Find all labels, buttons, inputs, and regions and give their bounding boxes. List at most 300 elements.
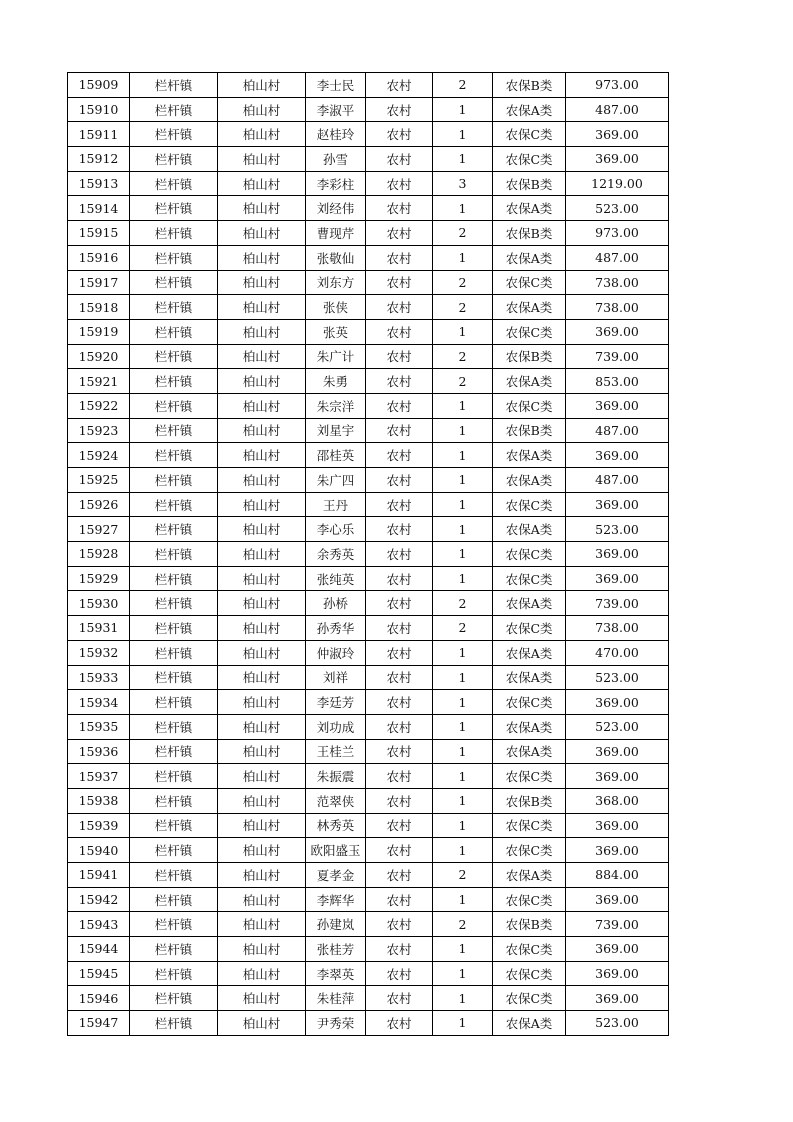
insurance-category-cell: 农保A类 bbox=[493, 369, 566, 394]
person-count-cell: 1 bbox=[433, 418, 493, 443]
table-row bbox=[68, 591, 669, 616]
table-row bbox=[68, 270, 669, 295]
insurance-category-cell: 农保A类 bbox=[493, 640, 566, 665]
name-cell: 孙建岚 bbox=[306, 912, 366, 937]
record-id-cell: 15935 bbox=[68, 714, 130, 739]
record-id-cell: 15940 bbox=[68, 838, 130, 863]
village-cell: 柏山村 bbox=[218, 73, 306, 98]
record-id-cell: 15937 bbox=[68, 764, 130, 789]
record-id-cell: 15912 bbox=[68, 147, 130, 172]
table-row bbox=[68, 492, 669, 517]
table-row bbox=[68, 97, 669, 122]
record-id-cell: 15931 bbox=[68, 616, 130, 641]
person-count-cell: 1 bbox=[433, 764, 493, 789]
household-type-cell: 农村 bbox=[366, 122, 433, 147]
name-cell: 朱振震 bbox=[306, 764, 366, 789]
household-type-cell: 农村 bbox=[366, 468, 433, 493]
household-type-cell: 农村 bbox=[366, 665, 433, 690]
amount-cell: 369.00 bbox=[566, 492, 669, 517]
town-cell: 栏杆镇 bbox=[130, 492, 218, 517]
household-type-cell: 农村 bbox=[366, 196, 433, 221]
table-row bbox=[68, 147, 669, 172]
household-type-cell: 农村 bbox=[366, 517, 433, 542]
town-cell: 栏杆镇 bbox=[130, 739, 218, 764]
amount-cell: 738.00 bbox=[566, 295, 669, 320]
insurance-category-cell: 农保B类 bbox=[493, 788, 566, 813]
amount-cell: 523.00 bbox=[566, 714, 669, 739]
town-cell: 栏杆镇 bbox=[130, 443, 218, 468]
record-id-cell: 15915 bbox=[68, 221, 130, 246]
record-id-cell: 15918 bbox=[68, 295, 130, 320]
household-type-cell: 农村 bbox=[366, 887, 433, 912]
household-type-cell: 农村 bbox=[366, 961, 433, 986]
town-cell: 栏杆镇 bbox=[130, 122, 218, 147]
household-type-cell: 农村 bbox=[366, 788, 433, 813]
town-cell: 栏杆镇 bbox=[130, 393, 218, 418]
amount-cell: 487.00 bbox=[566, 245, 669, 270]
amount-cell: 369.00 bbox=[566, 961, 669, 986]
household-type-cell: 农村 bbox=[366, 566, 433, 591]
village-cell: 柏山村 bbox=[218, 245, 306, 270]
amount-cell: 973.00 bbox=[566, 73, 669, 98]
name-cell: 刘祥 bbox=[306, 665, 366, 690]
insurance-category-cell: 农保C类 bbox=[493, 616, 566, 641]
household-type-cell: 农村 bbox=[366, 937, 433, 962]
person-count-cell: 2 bbox=[433, 591, 493, 616]
name-cell: 刘功成 bbox=[306, 714, 366, 739]
table-row bbox=[68, 542, 669, 567]
village-cell: 柏山村 bbox=[218, 764, 306, 789]
name-cell: 李辉华 bbox=[306, 887, 366, 912]
record-id-cell: 15928 bbox=[68, 542, 130, 567]
village-cell: 柏山村 bbox=[218, 591, 306, 616]
household-type-cell: 农村 bbox=[366, 492, 433, 517]
table-row bbox=[68, 912, 669, 937]
amount-cell: 369.00 bbox=[566, 813, 669, 838]
insurance-category-cell: 农保B类 bbox=[493, 912, 566, 937]
amount-cell: 523.00 bbox=[566, 1011, 669, 1036]
name-cell: 赵桂玲 bbox=[306, 122, 366, 147]
record-id-cell: 15946 bbox=[68, 986, 130, 1011]
amount-cell: 470.00 bbox=[566, 640, 669, 665]
household-type-cell: 农村 bbox=[366, 443, 433, 468]
person-count-cell: 2 bbox=[433, 616, 493, 641]
name-cell: 张纯英 bbox=[306, 566, 366, 591]
table-row bbox=[68, 566, 669, 591]
amount-cell: 369.00 bbox=[566, 122, 669, 147]
name-cell: 李翠英 bbox=[306, 961, 366, 986]
person-count-cell: 1 bbox=[433, 122, 493, 147]
person-count-cell: 1 bbox=[433, 986, 493, 1011]
record-id-cell: 15910 bbox=[68, 97, 130, 122]
insurance-category-cell: 农保C类 bbox=[493, 961, 566, 986]
record-id-cell: 15917 bbox=[68, 270, 130, 295]
village-cell: 柏山村 bbox=[218, 319, 306, 344]
amount-cell: 973.00 bbox=[566, 221, 669, 246]
name-cell: 李心乐 bbox=[306, 517, 366, 542]
table-row bbox=[68, 887, 669, 912]
amount-cell: 369.00 bbox=[566, 319, 669, 344]
name-cell: 余秀英 bbox=[306, 542, 366, 567]
insurance-category-cell: 农保B类 bbox=[493, 418, 566, 443]
household-type-cell: 农村 bbox=[366, 393, 433, 418]
name-cell: 孙秀华 bbox=[306, 616, 366, 641]
amount-cell: 369.00 bbox=[566, 690, 669, 715]
insurance-category-cell: 农保C类 bbox=[493, 393, 566, 418]
village-cell: 柏山村 bbox=[218, 739, 306, 764]
insurance-category-cell: 农保C类 bbox=[493, 690, 566, 715]
amount-cell: 369.00 bbox=[566, 443, 669, 468]
village-cell: 柏山村 bbox=[218, 566, 306, 591]
household-type-cell: 农村 bbox=[366, 171, 433, 196]
insurance-category-cell: 农保C类 bbox=[493, 813, 566, 838]
amount-cell: 369.00 bbox=[566, 887, 669, 912]
village-cell: 柏山村 bbox=[218, 838, 306, 863]
household-type-cell: 农村 bbox=[366, 1011, 433, 1036]
insurance-category-cell: 农保B类 bbox=[493, 171, 566, 196]
name-cell: 王丹 bbox=[306, 492, 366, 517]
record-id-cell: 15932 bbox=[68, 640, 130, 665]
table-row bbox=[68, 319, 669, 344]
village-cell: 柏山村 bbox=[218, 887, 306, 912]
record-id-cell: 15921 bbox=[68, 369, 130, 394]
household-type-cell: 农村 bbox=[366, 591, 433, 616]
name-cell: 李淑平 bbox=[306, 97, 366, 122]
village-cell: 柏山村 bbox=[218, 443, 306, 468]
town-cell: 栏杆镇 bbox=[130, 171, 218, 196]
town-cell: 栏杆镇 bbox=[130, 887, 218, 912]
table-row bbox=[68, 122, 669, 147]
household-type-cell: 农村 bbox=[366, 690, 433, 715]
record-id-cell: 15930 bbox=[68, 591, 130, 616]
insurance-category-cell: 农保B类 bbox=[493, 221, 566, 246]
record-id-cell: 15926 bbox=[68, 492, 130, 517]
household-type-cell: 农村 bbox=[366, 813, 433, 838]
amount-cell: 369.00 bbox=[566, 838, 669, 863]
town-cell: 栏杆镇 bbox=[130, 838, 218, 863]
amount-cell: 369.00 bbox=[566, 566, 669, 591]
town-cell: 栏杆镇 bbox=[130, 542, 218, 567]
village-cell: 柏山村 bbox=[218, 690, 306, 715]
name-cell: 曹现芹 bbox=[306, 221, 366, 246]
person-count-cell: 2 bbox=[433, 912, 493, 937]
household-type-cell: 农村 bbox=[366, 739, 433, 764]
insurance-category-cell: 农保A类 bbox=[493, 714, 566, 739]
table-row bbox=[68, 640, 669, 665]
household-type-cell: 农村 bbox=[366, 764, 433, 789]
table-row bbox=[68, 986, 669, 1011]
household-type-cell: 农村 bbox=[366, 344, 433, 369]
village-cell: 柏山村 bbox=[218, 665, 306, 690]
amount-cell: 739.00 bbox=[566, 344, 669, 369]
amount-cell: 739.00 bbox=[566, 591, 669, 616]
table-row bbox=[68, 665, 669, 690]
table-row bbox=[68, 418, 669, 443]
table-row bbox=[68, 937, 669, 962]
name-cell: 孙雪 bbox=[306, 147, 366, 172]
name-cell: 刘东方 bbox=[306, 270, 366, 295]
name-cell: 李彩柱 bbox=[306, 171, 366, 196]
name-cell: 范翠侠 bbox=[306, 788, 366, 813]
town-cell: 栏杆镇 bbox=[130, 319, 218, 344]
record-id-cell: 15920 bbox=[68, 344, 130, 369]
record-id-cell: 15925 bbox=[68, 468, 130, 493]
amount-cell: 487.00 bbox=[566, 418, 669, 443]
table-row bbox=[68, 739, 669, 764]
table-row bbox=[68, 714, 669, 739]
person-count-cell: 1 bbox=[433, 640, 493, 665]
name-cell: 张侠 bbox=[306, 295, 366, 320]
person-count-cell: 1 bbox=[433, 739, 493, 764]
table-row bbox=[68, 393, 669, 418]
household-type-cell: 农村 bbox=[366, 418, 433, 443]
person-count-cell: 3 bbox=[433, 171, 493, 196]
village-cell: 柏山村 bbox=[218, 714, 306, 739]
name-cell: 尹秀荣 bbox=[306, 1011, 366, 1036]
person-count-cell: 1 bbox=[433, 97, 493, 122]
person-count-cell: 1 bbox=[433, 690, 493, 715]
amount-cell: 523.00 bbox=[566, 196, 669, 221]
household-type-cell: 农村 bbox=[366, 97, 433, 122]
village-cell: 柏山村 bbox=[218, 813, 306, 838]
town-cell: 栏杆镇 bbox=[130, 690, 218, 715]
household-type-cell: 农村 bbox=[366, 270, 433, 295]
amount-cell: 523.00 bbox=[566, 665, 669, 690]
town-cell: 栏杆镇 bbox=[130, 295, 218, 320]
table-row bbox=[68, 221, 669, 246]
person-count-cell: 1 bbox=[433, 517, 493, 542]
amount-cell: 369.00 bbox=[566, 393, 669, 418]
name-cell: 欧阳盛玉 bbox=[306, 838, 366, 863]
amount-cell: 739.00 bbox=[566, 912, 669, 937]
table-row bbox=[68, 838, 669, 863]
village-cell: 柏山村 bbox=[218, 97, 306, 122]
table-row bbox=[68, 443, 669, 468]
amount-cell: 369.00 bbox=[566, 542, 669, 567]
household-type-cell: 农村 bbox=[366, 73, 433, 98]
table-row bbox=[68, 369, 669, 394]
record-id-cell: 15934 bbox=[68, 690, 130, 715]
person-count-cell: 1 bbox=[433, 393, 493, 418]
table-row bbox=[68, 295, 669, 320]
village-cell: 柏山村 bbox=[218, 937, 306, 962]
person-count-cell: 1 bbox=[433, 147, 493, 172]
amount-cell: 1219.00 bbox=[566, 171, 669, 196]
village-cell: 柏山村 bbox=[218, 492, 306, 517]
person-count-cell: 1 bbox=[433, 468, 493, 493]
name-cell: 张桂芳 bbox=[306, 937, 366, 962]
town-cell: 栏杆镇 bbox=[130, 714, 218, 739]
insurance-category-cell: 农保C类 bbox=[493, 542, 566, 567]
village-cell: 柏山村 bbox=[218, 640, 306, 665]
insurance-category-cell: 农保C类 bbox=[493, 492, 566, 517]
amount-cell: 369.00 bbox=[566, 739, 669, 764]
name-cell: 林秀英 bbox=[306, 813, 366, 838]
amount-cell: 884.00 bbox=[566, 863, 669, 888]
record-id-cell: 15939 bbox=[68, 813, 130, 838]
record-id-cell: 15943 bbox=[68, 912, 130, 937]
record-id-cell: 15916 bbox=[68, 245, 130, 270]
village-cell: 柏山村 bbox=[218, 196, 306, 221]
village-cell: 柏山村 bbox=[218, 171, 306, 196]
person-count-cell: 1 bbox=[433, 566, 493, 591]
town-cell: 栏杆镇 bbox=[130, 986, 218, 1011]
table-row bbox=[68, 245, 669, 270]
insurance-category-cell: 农保A类 bbox=[493, 739, 566, 764]
record-id-cell: 15922 bbox=[68, 393, 130, 418]
table-row bbox=[68, 863, 669, 888]
town-cell: 栏杆镇 bbox=[130, 616, 218, 641]
town-cell: 栏杆镇 bbox=[130, 97, 218, 122]
insurance-category-cell: 农保A类 bbox=[493, 863, 566, 888]
person-count-cell: 1 bbox=[433, 838, 493, 863]
town-cell: 栏杆镇 bbox=[130, 961, 218, 986]
village-cell: 柏山村 bbox=[218, 418, 306, 443]
insurance-category-cell: 农保A类 bbox=[493, 468, 566, 493]
person-count-cell: 1 bbox=[433, 887, 493, 912]
name-cell: 朱广四 bbox=[306, 468, 366, 493]
record-id-cell: 15947 bbox=[68, 1011, 130, 1036]
person-count-cell: 1 bbox=[433, 492, 493, 517]
household-type-cell: 农村 bbox=[366, 616, 433, 641]
person-count-cell: 2 bbox=[433, 73, 493, 98]
table-row bbox=[68, 1011, 669, 1036]
insurance-category-cell: 农保C类 bbox=[493, 764, 566, 789]
name-cell: 夏孝金 bbox=[306, 863, 366, 888]
table-row bbox=[68, 690, 669, 715]
household-type-cell: 农村 bbox=[366, 245, 433, 270]
table-row bbox=[68, 73, 669, 98]
table-row bbox=[68, 196, 669, 221]
table-row bbox=[68, 616, 669, 641]
household-type-cell: 农村 bbox=[366, 221, 433, 246]
person-count-cell: 1 bbox=[433, 245, 493, 270]
town-cell: 栏杆镇 bbox=[130, 196, 218, 221]
town-cell: 栏杆镇 bbox=[130, 418, 218, 443]
table-row bbox=[68, 344, 669, 369]
table-row bbox=[68, 468, 669, 493]
table-body bbox=[68, 73, 669, 1036]
town-cell: 栏杆镇 bbox=[130, 468, 218, 493]
name-cell: 张敬仙 bbox=[306, 245, 366, 270]
town-cell: 栏杆镇 bbox=[130, 73, 218, 98]
town-cell: 栏杆镇 bbox=[130, 591, 218, 616]
town-cell: 栏杆镇 bbox=[130, 863, 218, 888]
name-cell: 仲淑玲 bbox=[306, 640, 366, 665]
name-cell: 朱勇 bbox=[306, 369, 366, 394]
record-id-cell: 15909 bbox=[68, 73, 130, 98]
insurance-category-cell: 农保B类 bbox=[493, 73, 566, 98]
subsidy-table bbox=[67, 72, 669, 1036]
town-cell: 栏杆镇 bbox=[130, 344, 218, 369]
amount-cell: 853.00 bbox=[566, 369, 669, 394]
record-id-cell: 15936 bbox=[68, 739, 130, 764]
table-row bbox=[68, 788, 669, 813]
village-cell: 柏山村 bbox=[218, 788, 306, 813]
town-cell: 栏杆镇 bbox=[130, 245, 218, 270]
name-cell: 刘星宇 bbox=[306, 418, 366, 443]
name-cell: 李士民 bbox=[306, 73, 366, 98]
insurance-category-cell: 农保A类 bbox=[493, 295, 566, 320]
household-type-cell: 农村 bbox=[366, 542, 433, 567]
person-count-cell: 1 bbox=[433, 1011, 493, 1036]
town-cell: 栏杆镇 bbox=[130, 369, 218, 394]
person-count-cell: 1 bbox=[433, 714, 493, 739]
town-cell: 栏杆镇 bbox=[130, 270, 218, 295]
insurance-category-cell: 农保C类 bbox=[493, 122, 566, 147]
town-cell: 栏杆镇 bbox=[130, 147, 218, 172]
record-id-cell: 15923 bbox=[68, 418, 130, 443]
insurance-category-cell: 农保B类 bbox=[493, 344, 566, 369]
person-count-cell: 2 bbox=[433, 863, 493, 888]
person-count-cell: 1 bbox=[433, 319, 493, 344]
town-cell: 栏杆镇 bbox=[130, 937, 218, 962]
amount-cell: 738.00 bbox=[566, 270, 669, 295]
record-id-cell: 15914 bbox=[68, 196, 130, 221]
insurance-category-cell: 农保C类 bbox=[493, 937, 566, 962]
table-row bbox=[68, 517, 669, 542]
insurance-category-cell: 农保A类 bbox=[493, 591, 566, 616]
amount-cell: 368.00 bbox=[566, 788, 669, 813]
person-count-cell: 2 bbox=[433, 369, 493, 394]
village-cell: 柏山村 bbox=[218, 468, 306, 493]
insurance-category-cell: 农保A类 bbox=[493, 443, 566, 468]
village-cell: 柏山村 bbox=[218, 616, 306, 641]
insurance-category-cell: 农保A类 bbox=[493, 1011, 566, 1036]
amount-cell: 369.00 bbox=[566, 986, 669, 1011]
insurance-category-cell: 农保C类 bbox=[493, 887, 566, 912]
village-cell: 柏山村 bbox=[218, 344, 306, 369]
person-count-cell: 2 bbox=[433, 221, 493, 246]
village-cell: 柏山村 bbox=[218, 147, 306, 172]
record-id-cell: 15913 bbox=[68, 171, 130, 196]
village-cell: 柏山村 bbox=[218, 986, 306, 1011]
household-type-cell: 农村 bbox=[366, 838, 433, 863]
village-cell: 柏山村 bbox=[218, 393, 306, 418]
person-count-cell: 1 bbox=[433, 961, 493, 986]
town-cell: 栏杆镇 bbox=[130, 566, 218, 591]
village-cell: 柏山村 bbox=[218, 221, 306, 246]
record-id-cell: 15945 bbox=[68, 961, 130, 986]
insurance-category-cell: 农保C类 bbox=[493, 147, 566, 172]
town-cell: 栏杆镇 bbox=[130, 665, 218, 690]
village-cell: 柏山村 bbox=[218, 961, 306, 986]
record-id-cell: 15929 bbox=[68, 566, 130, 591]
name-cell: 刘经伟 bbox=[306, 196, 366, 221]
village-cell: 柏山村 bbox=[218, 122, 306, 147]
person-count-cell: 1 bbox=[433, 665, 493, 690]
name-cell: 王桂兰 bbox=[306, 739, 366, 764]
town-cell: 栏杆镇 bbox=[130, 1011, 218, 1036]
record-id-cell: 15933 bbox=[68, 665, 130, 690]
village-cell: 柏山村 bbox=[218, 517, 306, 542]
household-type-cell: 农村 bbox=[366, 640, 433, 665]
person-count-cell: 2 bbox=[433, 344, 493, 369]
household-type-cell: 农村 bbox=[366, 295, 433, 320]
record-id-cell: 15941 bbox=[68, 863, 130, 888]
record-id-cell: 15919 bbox=[68, 319, 130, 344]
name-cell: 朱宗洋 bbox=[306, 393, 366, 418]
town-cell: 栏杆镇 bbox=[130, 517, 218, 542]
town-cell: 栏杆镇 bbox=[130, 640, 218, 665]
name-cell: 朱桂萍 bbox=[306, 986, 366, 1011]
amount-cell: 523.00 bbox=[566, 517, 669, 542]
amount-cell: 487.00 bbox=[566, 468, 669, 493]
household-type-cell: 农村 bbox=[366, 912, 433, 937]
person-count-cell: 2 bbox=[433, 270, 493, 295]
village-cell: 柏山村 bbox=[218, 295, 306, 320]
amount-cell: 369.00 bbox=[566, 764, 669, 789]
